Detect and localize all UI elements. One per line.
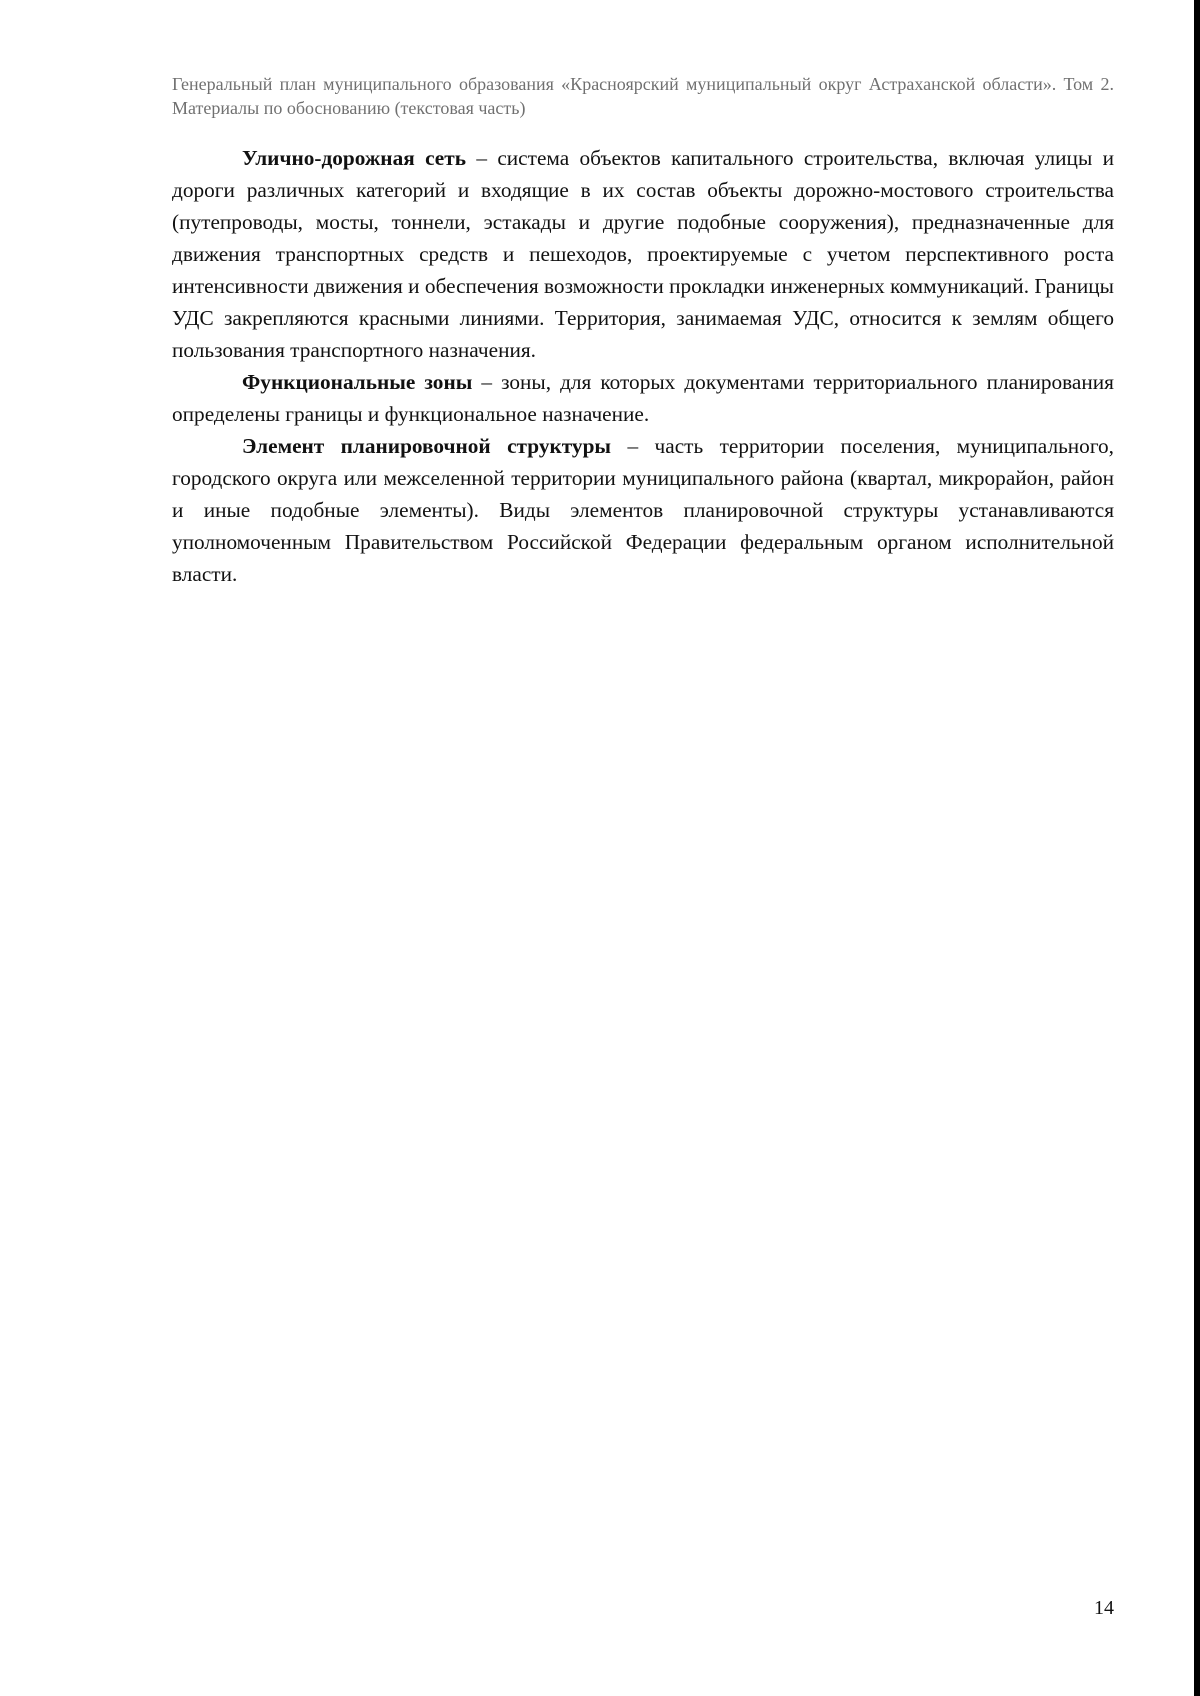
page-number: 14 [1094,1597,1114,1619]
definition-text: – зоны, для которых документами территориального планирования определены границы и функциональное назначение. [172,370,1114,426]
definition-term: Функциональные зоны [242,370,473,394]
running-header: Генеральный план муниципального образования «Красноярский муниципальный округ Астраханской области». Том 2. Материалы по обоснованию (текстовая часть) [172,74,1114,118]
document-body [172,142,1114,590]
definition-paragraph [172,430,1114,590]
page-edge-border [1194,0,1200,1696]
definition-term: Элемент планировочной структуры [242,434,612,458]
definition-text: – часть территории поселения, муниципального, городского округа или межселенной территории муниципального района (квартал, микрорайон, район и иные подобные элементы). Виды элементов планировочной структуры устанавливаются уполномоченным Правительством Российской Федерации федеральным органом исполнительной власти. [172,434,1115,586]
definition-paragraph [172,142,1114,366]
definition-term: Улично-дорожная сеть [242,146,466,170]
definition-paragraph [172,366,1114,430]
definition-text: – система объектов капитального строительства, включая улицы и дороги различных категорий и входящие в их состав объекты дорожно-мостового строительства (путепроводы, мосты, тоннели, эстакады и другие подобные сооружения), предназначенные для движения транспортных средств и пешеходов, проектируемые с учетом перспективного роста интенсивности движения и обеспечения возможности прокладки инженерных коммуникаций. Границы УДС закрепляются красными линиями. Территория, занимаемая УДС, относится к землям общего пользования транспортного назначения. [172,146,1114,362]
